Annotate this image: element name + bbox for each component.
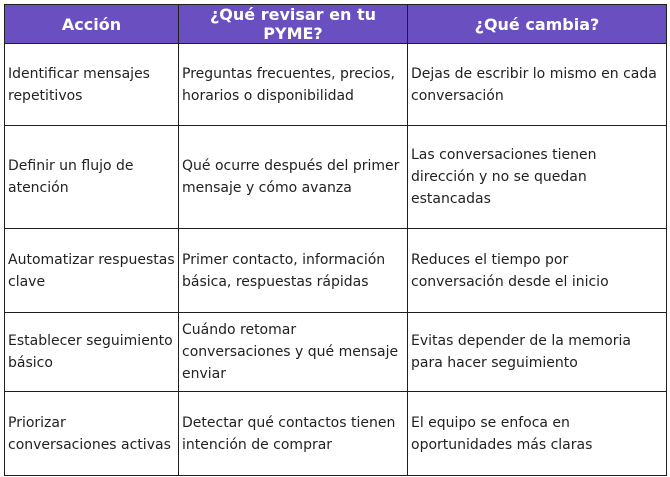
cell-accion: Automatizar respuestas clave [5,229,179,313]
table-row [5,229,667,313]
cell-que-cambia: Evitas depender de la memoria para hacer seguimiento [408,313,667,392]
column-header-accion: Acción [5,5,179,44]
cell-accion: Priorizar conversaciones activas [5,392,179,476]
column-header-que-revisar: ¿Qué revisar en tu PYME? [179,5,408,44]
table-row [5,44,667,126]
cell-que-revisar: Qué ocurre después del primer mensaje y cómo avanza [179,126,408,229]
cell-que-revisar: Preguntas frecuentes, precios, horarios o disponibilidad [179,44,408,126]
cell-accion: Definir un flujo de atención [5,126,179,229]
table-row [5,392,667,476]
table-row [5,126,667,229]
cell-que-cambia: Dejas de escribir lo mismo en cada conversación [408,44,667,126]
cell-que-revisar: Detectar qué contactos tienen intención de comprar [179,392,408,476]
cell-que-cambia: Las conversaciones tienen dirección y no se quedan estancadas [408,126,667,229]
cell-que-cambia: El equipo se enfoca en oportunidades más claras [408,392,667,476]
header-row [5,5,667,44]
cell-accion: Establecer seguimiento básico [5,313,179,392]
cell-que-revisar: Cuándo retomar conversaciones y qué mensaje enviar [179,313,408,392]
cell-accion: Identificar mensajes repetitivos [5,44,179,126]
table-container [4,4,666,472]
cell-que-cambia: Reduces el tiempo por conversación desde el inicio [408,229,667,313]
table-row [5,313,667,392]
cell-que-revisar: Primer contacto, información básica, respuestas rápidas [179,229,408,313]
action-table [4,4,667,476]
column-header-que-cambia: ¿Qué cambia? [408,5,667,44]
